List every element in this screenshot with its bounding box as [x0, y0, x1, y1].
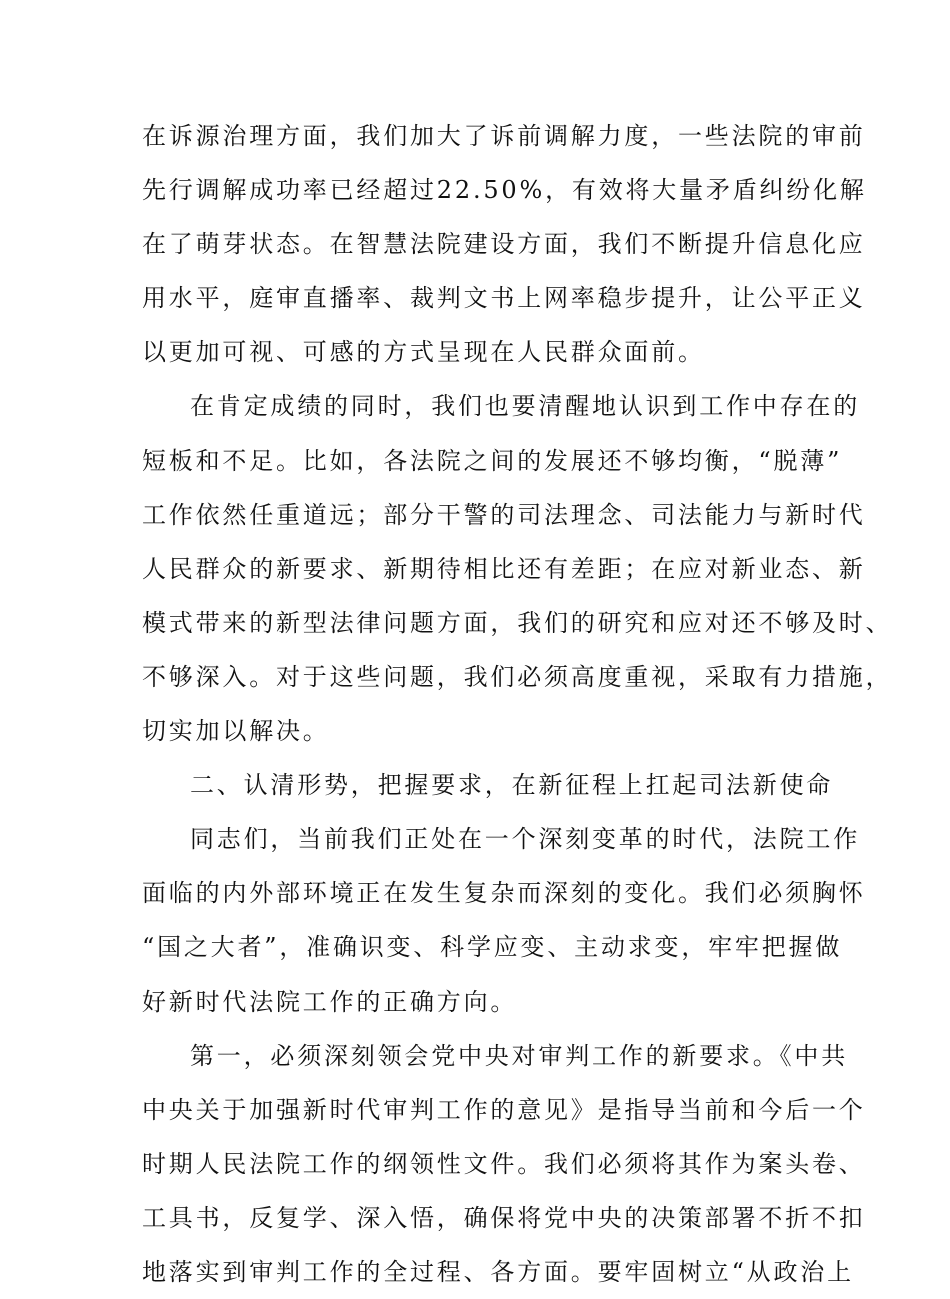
- text-line: 用水平，庭审直播率、裁判文书上网率稳步提升，让公平正义: [142, 284, 866, 313]
- text-line: 好新时代法院工作的正确方向。: [142, 987, 518, 1016]
- text-line: 在诉源治理方面，我们加大了诉前调解力度，一些法院的审前: [142, 122, 866, 150]
- text-line: “国之大者”，准确识变、科学应变、主动求变，牢牢把握做: [142, 933, 843, 962]
- text-line: 地落实到审判工作的全过程、各方面。要牢固树立“从政治上: [142, 1257, 854, 1286]
- text-line: 中央关于加强新时代审判工作的意见》是指导当前和今后一个: [142, 1095, 866, 1124]
- paragraph-start-line: 第一，必须深刻领会党中央对审判工作的新要求。《中共: [190, 1041, 848, 1070]
- text-line: 先行调解成功率已经超过22.50%，有效将大量矛盾纠纷化解: [142, 176, 867, 205]
- text-line: 人民群众的新要求、新期待相比还有差距；在应对新业态、新: [142, 554, 866, 583]
- text-line: 不够深入。对于这些问题，我们必须高度重视，采取有力措施，: [142, 662, 893, 691]
- text-line: 面临的内外部环境正在发生复杂而深刻的变化。我们必须胸怀: [142, 879, 866, 908]
- section-heading: 二、认清形势，把握要求，在新征程上扛起司法新使命: [190, 771, 834, 800]
- text-line: 以更加可视、可感的方式呈现在人民群众面前。: [142, 338, 705, 367]
- text-line: 时期人民法院工作的纲领性文件。我们必须将其作为案头卷、: [142, 1149, 866, 1178]
- text-line: 切实加以解决。: [142, 717, 330, 746]
- text-line: 工作依然任重道远；部分干警的司法理念、司法能力与新时代: [142, 500, 866, 529]
- paragraph-start-line: 同志们，当前我们正处在一个深刻变革的时代，法院工作: [190, 825, 860, 854]
- text-line: 在了萌芽状态。在智慧法院建设方面，我们不断提升信息化应: [142, 230, 866, 259]
- paragraph-start-line: 在肯定成绩的同时，我们也要清醒地认识到工作中存在的: [190, 392, 860, 421]
- text-line: 短板和不足。比如，各法院之间的发展还不够均衡，“脱薄”: [142, 446, 843, 475]
- text-line: 模式带来的新型法律问题方面，我们的研究和应对还不够及时、: [142, 608, 893, 637]
- text-line: 工具书，反复学、深入悟，确保将党中央的决策部署不折不扣: [142, 1203, 866, 1232]
- document-body: [142, 109, 893, 1299]
